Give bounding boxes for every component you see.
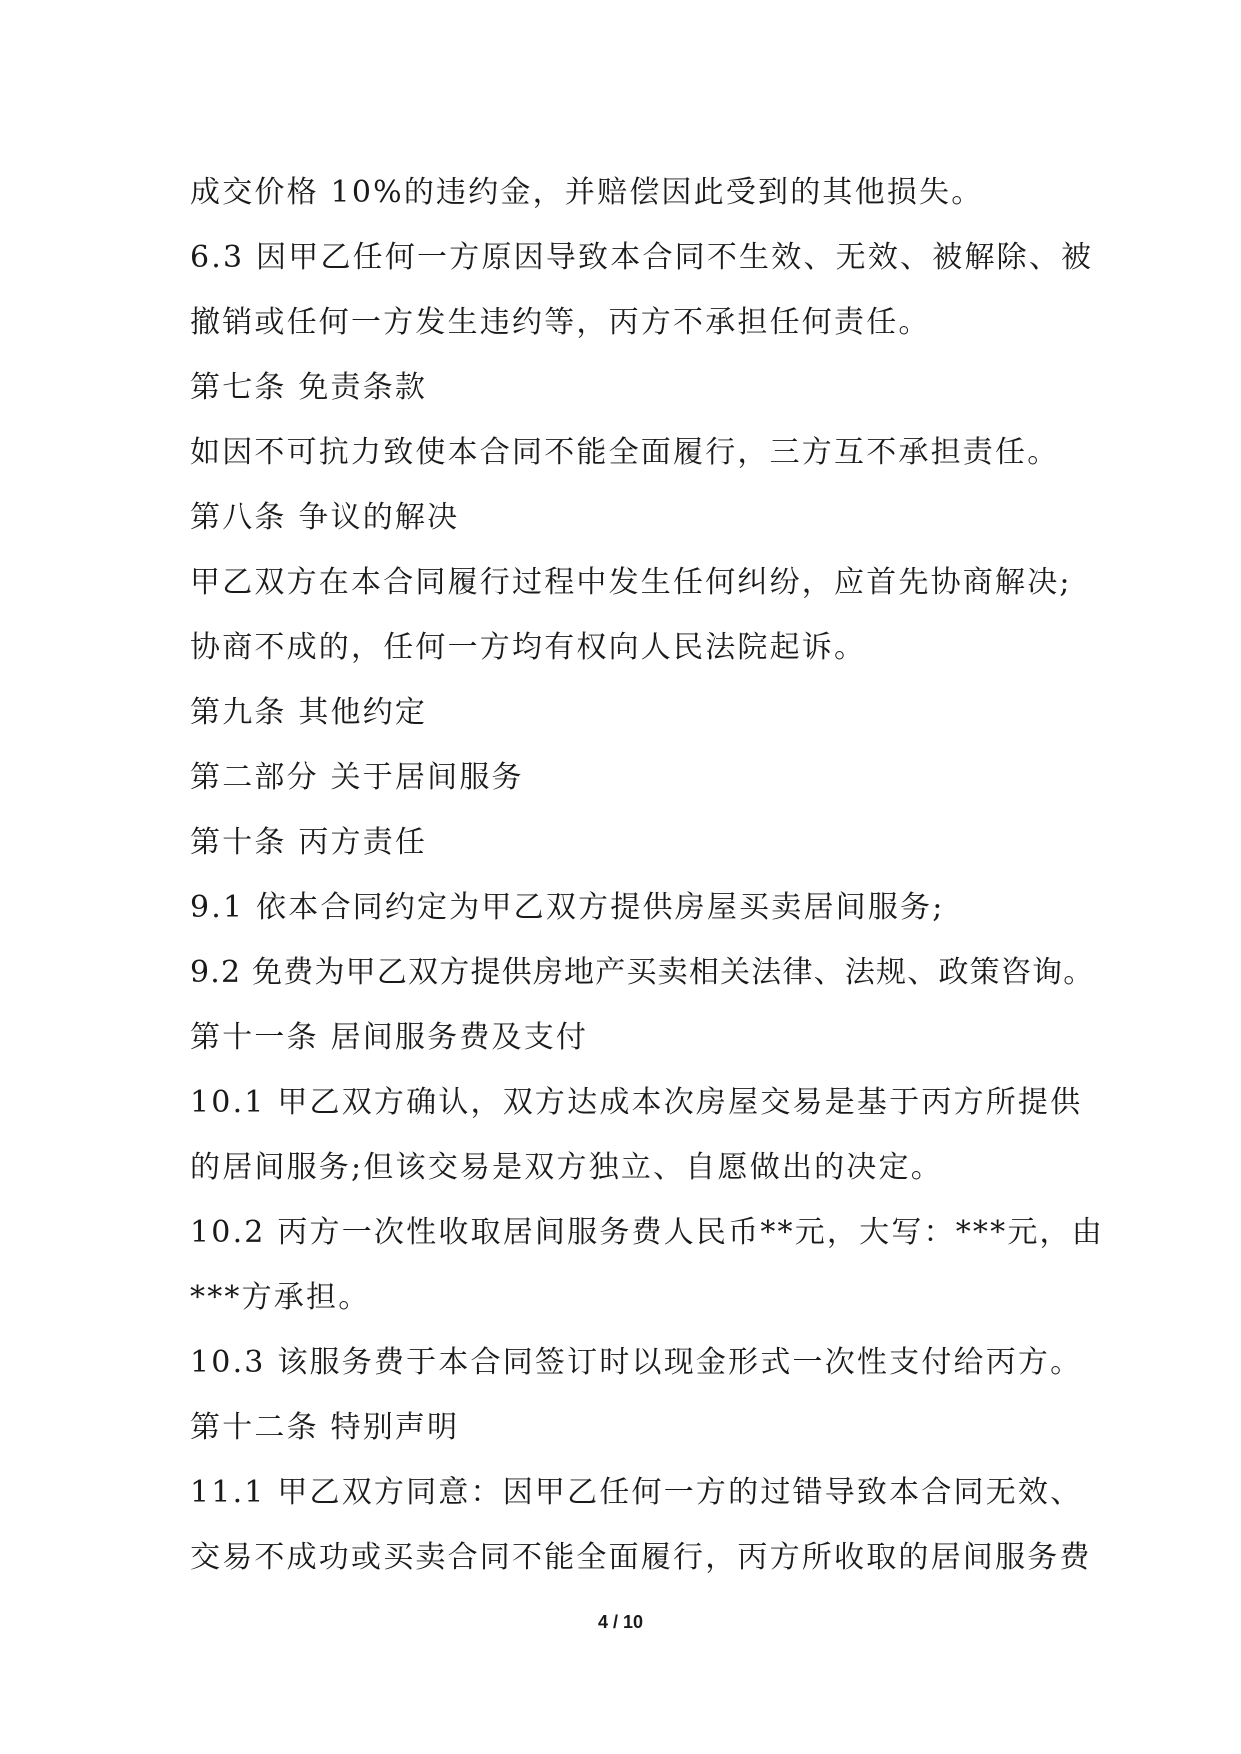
text-line: 10.2 丙方一次性收取居间服务费人民币**元，大写：***元，由 — [190, 1215, 1104, 1250]
text-line: 交易不成功或买卖合同不能全面履行，丙方所收取的居间服务费 — [190, 1540, 1092, 1575]
text-line: 10.1 甲乙双方确认，双方达成本次房屋交易是基于丙方所提供 — [190, 1085, 1083, 1120]
text-line: 6.3 因甲乙任何一方原因导致本合同不生效、无效、被解除、被 — [190, 240, 1094, 275]
text-line: 撤销或任何一方发生违约等，丙方不承担任何责任。 — [190, 305, 931, 340]
text-line: 9.2 免费为甲乙双方提供房地产买卖相关法律、法规、政策咨询。 — [190, 955, 1095, 990]
section-heading: 第八条 争议的解决 — [190, 500, 460, 535]
section-heading: 第十一条 居间服务费及支付 — [190, 1020, 589, 1055]
text-line: 甲乙双方在本合同履行过程中发生任何纠纷，应首先协商解决; — [190, 565, 1072, 600]
text-line: 如因不可抗力致使本合同不能全面履行，三方互不承担责任。 — [190, 435, 1060, 470]
text-line: 的居间服务;但该交易是双方独立、自愿做出的决定。 — [190, 1150, 943, 1185]
document-body — [190, 160, 1104, 1590]
text-line: 10.3 该服务费于本合同签订时以现金形式一次性支付给丙方。 — [190, 1345, 1083, 1380]
text-line: 成交价格 10%的违约金，并赔偿因此受到的其他损失。 — [190, 175, 984, 210]
text-line: 11.1 甲乙双方同意：因甲乙任何一方的过错导致本合同无效、 — [190, 1475, 1083, 1510]
section-heading: 第十条 丙方责任 — [190, 825, 428, 860]
section-heading: 第九条 其他约定 — [190, 695, 428, 730]
section-heading: 第七条 免责条款 — [190, 370, 428, 405]
section-heading: 第十二条 特别声明 — [190, 1410, 460, 1445]
part-heading: 第二部分 关于居间服务 — [190, 760, 524, 795]
text-line: ***方承担。 — [190, 1280, 371, 1315]
text-line: 9.1 依本合同约定为甲乙双方提供房屋买卖居间服务; — [190, 890, 945, 925]
text-line: 协商不成的，任何一方均有权向人民法院起诉。 — [190, 630, 867, 665]
page-number: 4 / 10 — [597, 1612, 644, 1632]
